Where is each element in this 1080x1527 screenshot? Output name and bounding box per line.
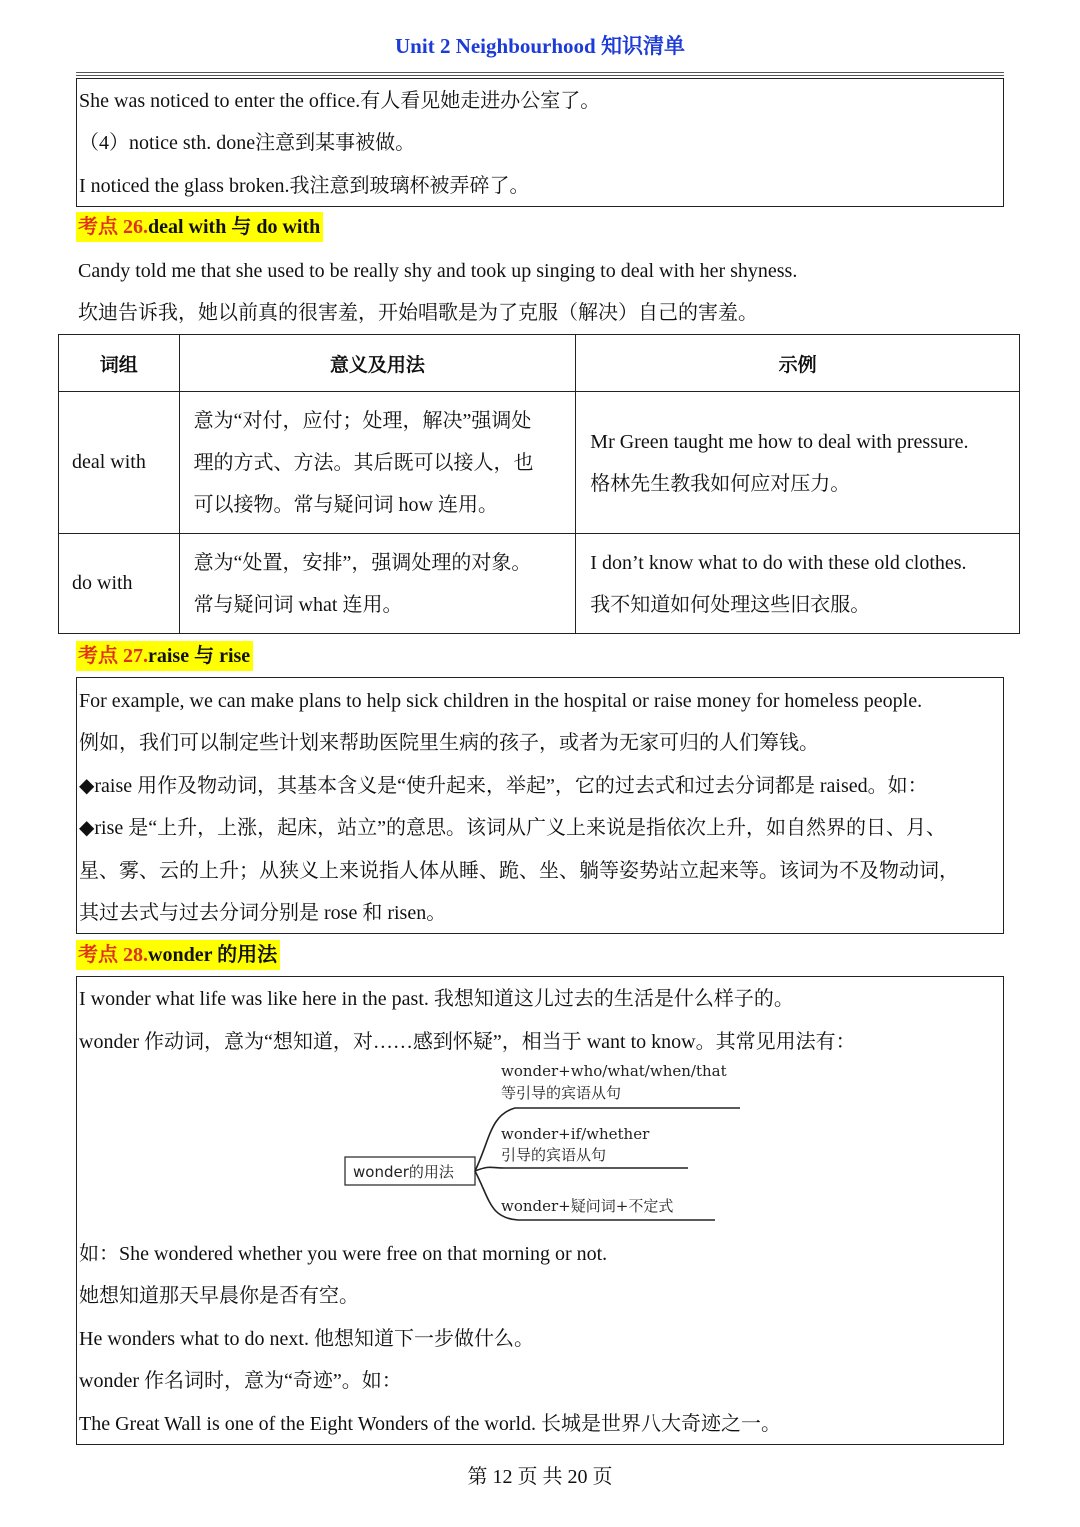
usage-line: 理的方式、方法。其后既可以接人，也	[193, 451, 534, 474]
header-divider	[76, 72, 1004, 73]
point-27-topic: raise 与 rise	[148, 645, 251, 667]
point-28-line-2: wonder 作动词，意为“想知道，对……感到怀疑”，相当于 want to know。其常见用法有：	[79, 1031, 856, 1053]
page-title: Unit 2 Neighbourhood 知识清单	[395, 34, 685, 58]
example-line: 格林先生教我如何应对压力。	[590, 472, 851, 495]
point-27-number: 考点 27.	[78, 645, 148, 667]
raise-rise-box	[76, 677, 1004, 934]
usage-line: 意为“处置，安排”，强调处理的对象。	[193, 551, 532, 574]
usage-line: 常与疑问词 what 连用。	[193, 593, 403, 616]
point-27-line-2: 例如，我们可以制定些计划来帮助医院里生病的孩子，或者为无家可归的人们筹钱。	[79, 732, 819, 754]
example-line: Mr Green taught me how to deal with pressure.	[590, 430, 969, 453]
mindmap-center-label: wonder的用法	[353, 1163, 454, 1181]
table-header-usage: 意义及用法	[179, 335, 576, 392]
point-27-line-5: 星、雾、云的上升；从狭义上来说指人体从睡、跪、坐、躺等姿势站立起来等。该词为不及物动词，	[79, 860, 959, 882]
header-divider-second	[76, 75, 1004, 76]
table-row	[59, 392, 1020, 534]
point-28-example-3: The Great Wall is one of the Eight Wonders of the world. 长城是世界八大奇迹之一。	[79, 1413, 782, 1435]
wonder-usage-mindmap	[340, 1060, 750, 1225]
point-27-heading	[76, 641, 253, 671]
point-28-example-1-zh: 她想知道那天早晨你是否有空。	[79, 1285, 359, 1307]
table-header-row	[59, 335, 1020, 392]
table-cell-example	[576, 392, 1020, 534]
point-26-number: 考点 26.	[78, 216, 148, 238]
point-28-example-2: He wonders what to do next. 他想知道下一步做什么。	[79, 1328, 534, 1350]
mindmap-branch-2-line-1: wonder+if/whether	[501, 1125, 650, 1143]
point-26-heading	[76, 212, 323, 242]
point-27-line-3: ◆raise 用作及物动词，其基本含义是“使升起来，举起”，它的过去式和过去分词都是 raised。如：	[79, 775, 928, 797]
point-28-heading	[76, 940, 280, 970]
usage-line: 可以接物。常与疑问词 how 连用。	[193, 493, 499, 516]
table-header-example: 示例	[576, 335, 1020, 392]
point-28-example-1: 如：She wondered whether you were free on that morning or not.	[79, 1243, 608, 1265]
box1-line-1: She was noticed to enter the office.有人看见她走进办公室了。	[79, 90, 601, 112]
mindmap-branch-2-line-2: 引导的宾语从句	[501, 1146, 607, 1164]
table-cell-example	[576, 534, 1020, 634]
point-28-noun-usage: wonder 作名词时，意为“奇迹”。如：	[79, 1370, 402, 1392]
table-header-phrase: 词组	[59, 335, 180, 392]
notice-usage-box	[76, 78, 1004, 207]
mindmap-branch-1-line-2: 等引导的宾语从句	[501, 1084, 622, 1102]
point-28-topic: wonder 的用法	[148, 944, 278, 966]
deal-do-with-table	[58, 334, 1020, 634]
page-number: 第 12 页 共 20 页	[467, 1466, 613, 1488]
mindmap-branch-2	[475, 1167, 688, 1171]
table-cell-usage	[179, 392, 576, 534]
example-line: I don’t know what to do with these old clothes.	[590, 551, 967, 574]
table-cell-phrase: deal with	[59, 392, 180, 534]
mindmap-branch-1-line-1: wonder+who/what/when/that	[501, 1062, 727, 1080]
table-cell-phrase: do with	[59, 534, 180, 634]
point-26-topic: deal with 与 do with	[148, 216, 321, 238]
example-line: 我不知道如何处理这些旧衣服。	[590, 593, 871, 616]
point-28-number: 考点 28.	[78, 944, 148, 966]
table-cell-usage	[179, 534, 576, 634]
point-26-sentence-zh: 坎迪告诉我，她以前真的很害羞，开始唱歌是为了克服（解决）自己的害羞。	[78, 302, 758, 324]
point-26-sentence-en: Candy told me that she used to be really shy and took up singing to deal with her shyness.	[78, 260, 798, 282]
table-row	[59, 534, 1020, 634]
point-27-line-6: 其过去式与过去分词分别是 rose 和 risen。	[79, 902, 447, 924]
box1-line-3: I noticed the glass broken.我注意到玻璃杯被弄碎了。	[79, 175, 530, 197]
point-28-line-1: I wonder what life was like here in the past. 我想知道这儿过去的生活是什么样子的。	[79, 988, 794, 1010]
mindmap-branch-3-label: wonder+疑问词+不定式	[501, 1197, 674, 1215]
point-27-line-1: For example, we can make plans to help sick children in the hospital or raise money for homeless people.	[79, 690, 923, 712]
box1-line-2: （4）notice sth. done注意到某事被做。	[79, 132, 416, 154]
usage-line: 意为“对付，应付；处理，解决”强调处	[193, 409, 532, 432]
point-27-line-4: ◆rise 是“上升，上涨，起床，站立”的意思。该词从广义上来说是指依次上升，如自然界的日、月、	[79, 817, 947, 839]
